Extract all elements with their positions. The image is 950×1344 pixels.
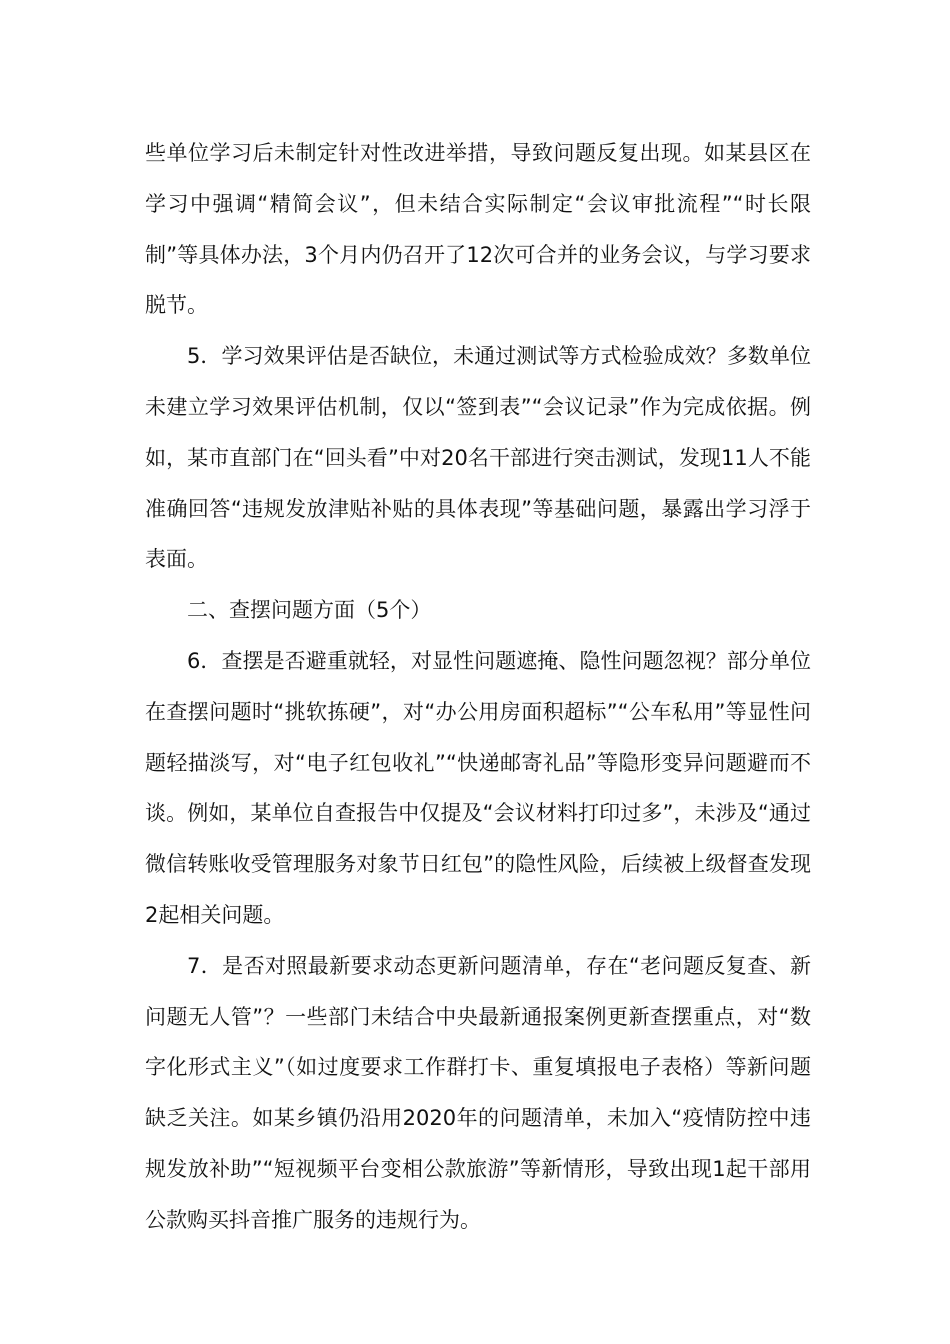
paragraph-item-7: 7．是否对照最新要求动态更新问题清单，存在“老问题反复查、新问题无人管”？一些部门未结合中央最新通报案例更新查摆重点，对“数字化形式主义”（如过度要求工作群打卡、重复填报电子表格）等新问题缺乏关注。如某乡镇仍沿用2020年的问题清单，未加入“疫情防控中违规发放补助”“短视频平台变相公款旅游”等新情形，导致出现1起干部用公款购买抖音推广服务的违规行为。 [145,953,811,1232]
document-body [145,128,811,1246]
paragraph-item-5: 5．学习效果评估是否缺位，未通过测试等方式检验成效？多数单位未建立学习效果评估机制，仅以“签到表”“会议记录”作为完成依据。例如，某市直部门在“回头看”中对20名干部进行突击测试，发现11人不能准确回答“违规发放津贴补贴的具体表现”等基础问题，暴露出学习浮于表面。 [145,344,811,572]
paragraph-item-6: 6．查摆是否避重就轻，对显性问题遮掩、隐性问题忽视？部分单位在查摆问题时“挑软拣硬”，对“办公用房面积超标”“公车私用”等显性问题轻描淡写，对“电子红包收礼”“快递邮寄礼品”等隐形变异问题避而不谈。例如，某单位自查报告中仅提及“会议材料打印过多”，未涉及“通过微信转账收受管理服务对象节日红包”的隐性风险，后续被上级督查发现2起相关问题。 [145,648,811,927]
section-heading: 二、查摆问题方面（5个） [187,598,432,623]
paragraph-continuation: 些单位学习后未制定针对性改进举措，导致问题反复出现。如某县区在学习中强调“精简会议”，但未结合实际制定“会议审批流程”“时长限制”等具体办法，3个月内仍召开了12次可合并的业务会议，与学习要求脱节。 [145,141,811,318]
